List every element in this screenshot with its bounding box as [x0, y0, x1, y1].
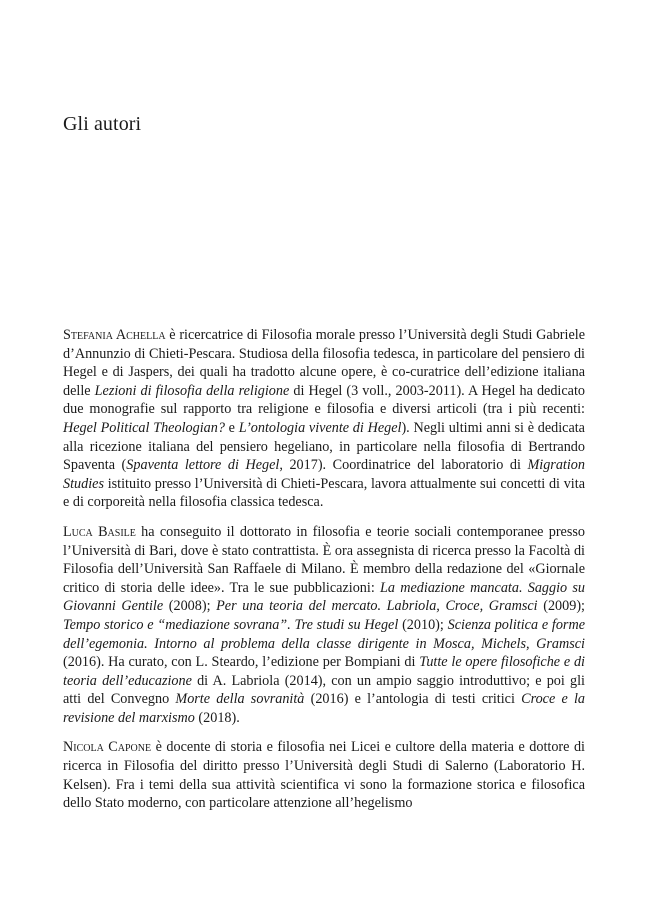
author-bio [63, 326, 585, 512]
article-title: L’ontologia vivente di Hegel [238, 419, 402, 436]
article-title: Hegel Political Theologian? [63, 419, 225, 436]
bio-text: (2010); [398, 616, 448, 633]
bio-text: , 2017). Coordinatrice del laboratorio di [279, 457, 528, 474]
author-bio [63, 738, 585, 812]
book-title: Per una teoria del mercato. Labriola, Croce, Gramsci [216, 598, 538, 615]
bio-text: ha conseguito il dottorato in filosofia e teorie sociali contemporanee presso l’Università di Bari, dove è stato contrattista. È ora assegnista di ricerca presso la Facoltà di Filosofia dell’Università San Raffaele di Milano. È membro della redazione del «Giornale critico di storia delle idee». Tra le sue pubblicazioni: [63, 523, 585, 596]
bio-text: (2008); [163, 598, 217, 615]
book-title: Tempo storico e “mediazione sovrana”. Tre studi su Hegel [63, 616, 399, 633]
book-title: Morte della sovranità [175, 691, 305, 708]
author-bio [63, 523, 585, 728]
book-title: Croce e la revisione del marxismo [63, 691, 585, 726]
bio-text: (2016) e l’antologia di testi critici [304, 691, 522, 708]
book-title: Spaventa lettore di Hegel [126, 457, 280, 474]
book-title: Scienza politica e forme dell’egemonia. Intorno al problema della classe dirigente in Mosca, Michels, Gramsci [63, 616, 585, 652]
book-title: Lezioni di filosofia della religione [94, 382, 290, 399]
bio-text: è docente di storia e filosofia nei Licei e cultore della materia e dottore di ricerca in Filosofia del diritto presso l’Università degli Studi di Salerno (Laboratorio H. Kelsen). Fra i temi della sua attività scientifica vi sono la formazione storica e filosofica dello Stato moderno, con particolare attenzione all’hegelismo [63, 739, 585, 812]
bio-text: è ricercatrice di Filosofia morale presso l’Università degli Studi Gabriele d’Annunzio di Chieti-Pescara. Studiosa della filosofia tedesca, in particolare del pensiero di Hegel e di Jaspers, dei quali ha tradotto alcune opere, è co-curatrice dell’edizione italiana delle [63, 327, 585, 399]
bio-text: ). Negli ultimi anni si è dedicata alla ricezione italiana del pensiero hegeliano, in particolare nella filosofia di Bertrando Spaventa ( [63, 419, 585, 474]
book-title: Tutte le opere filosofiche e di teoria dell’educazione [63, 654, 585, 689]
section-title: Gli autori [63, 113, 142, 135]
lab-name: Migration Studies [63, 457, 585, 492]
author-name: Nicola Capone [63, 739, 152, 756]
bio-text: (2018). [194, 709, 240, 726]
bio-text: istituito presso l’Università di Chieti-Pescara, lavora attualmente sui concetti di vita e di corporeità nella filosofia classica tedesca. [63, 475, 585, 511]
book-title: La mediazione mancata. Saggio su Giovanni Gentile [63, 579, 585, 615]
author-name: Stefania Achella [63, 327, 166, 343]
author-name: Luca Basile [63, 523, 136, 540]
bio-text: (2009); [537, 598, 585, 615]
bio-text: (2016). Ha curato, con L. Steardo, l’edizione per Bompiani di [63, 654, 420, 671]
author-bio-list [63, 326, 585, 824]
bio-text: di A. Labriola (2014), con un ampio saggio introduttivo; e poi gli atti del Convegno [63, 672, 585, 708]
bio-text: di Hegel (3 voll., 2003-2011). A Hegel ha dedicato due monografie sul rapporto tra religione e filosofia e diversi articoli (tra i più recenti: [63, 382, 585, 418]
bio-text: e [224, 419, 239, 436]
